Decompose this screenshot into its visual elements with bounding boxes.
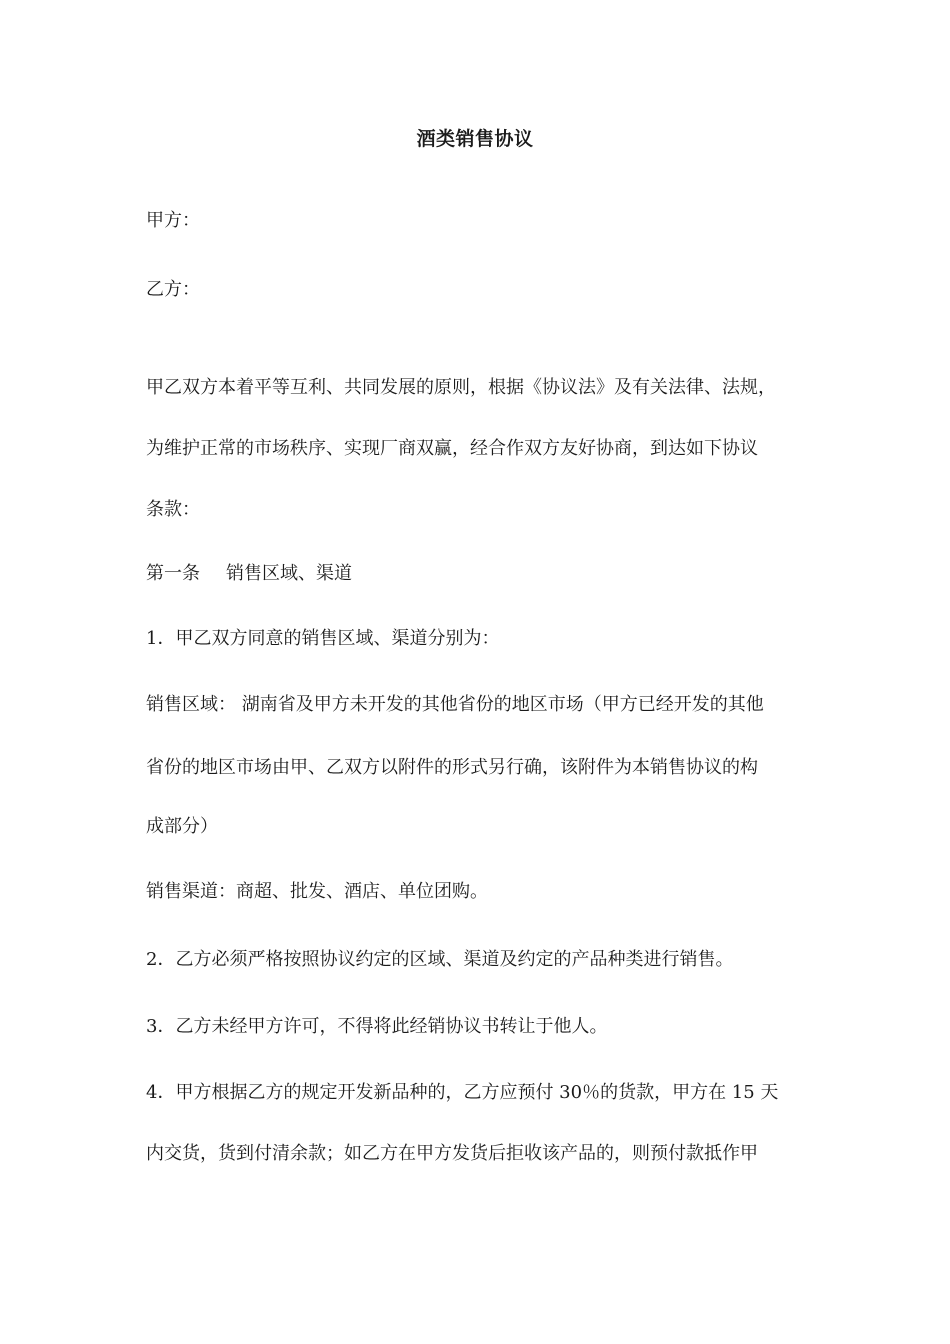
clause-4-line-2: 内交货，货到付清余款；如乙方在甲方发货后拒收该产品的，则预付款抵作甲 — [146, 1143, 758, 1164]
party-b-label: 乙方： — [146, 279, 200, 300]
sales-region-line-2: 省份的地区市场由甲、乙双方以附件的形式另行确，该附件为本销售协议的构 — [146, 757, 758, 778]
article-1-title: 销售区域、渠道 — [226, 563, 352, 584]
clause-3: 3．乙方未经甲方许可，不得将此经销协议书转让于他人。 — [146, 1016, 608, 1037]
preamble-line-2: 为维护正常的市场秩序、实现厂商双赢，经合作双方友好协商，到达如下协议 — [146, 438, 758, 459]
sales-region-line-1: 销售区域： 湖南省及甲方未开发的其他省份的地区市场（甲方已经开发的其他 — [146, 694, 764, 715]
document-title: 酒类销售协议 — [416, 128, 534, 150]
sales-region-line-3: 成部分） — [146, 816, 218, 837]
sales-channel: 销售渠道：商超、批发、酒店、单位团购。 — [146, 881, 488, 902]
clause-4-line-1: 4．甲方根据乙方的规定开发新品种的，乙方应预付 30％的货款，甲方在 15 天 — [146, 1082, 779, 1103]
party-a-label: 甲方： — [146, 210, 200, 231]
article-1-heading — [146, 561, 816, 587]
preamble-line-1: 甲乙双方本着平等互利、共同发展的原则，根据《协议法》及有关法律、法规， — [146, 377, 776, 398]
clause-2: 2．乙方必须严格按照协议约定的区域、渠道及约定的产品种类进行销售。 — [146, 949, 734, 970]
article-1-number: 第一条 — [146, 563, 200, 584]
preamble-line-3: 条款： — [146, 499, 200, 520]
clause-1: 1．甲乙双方同意的销售区域、渠道分别为： — [146, 628, 500, 649]
